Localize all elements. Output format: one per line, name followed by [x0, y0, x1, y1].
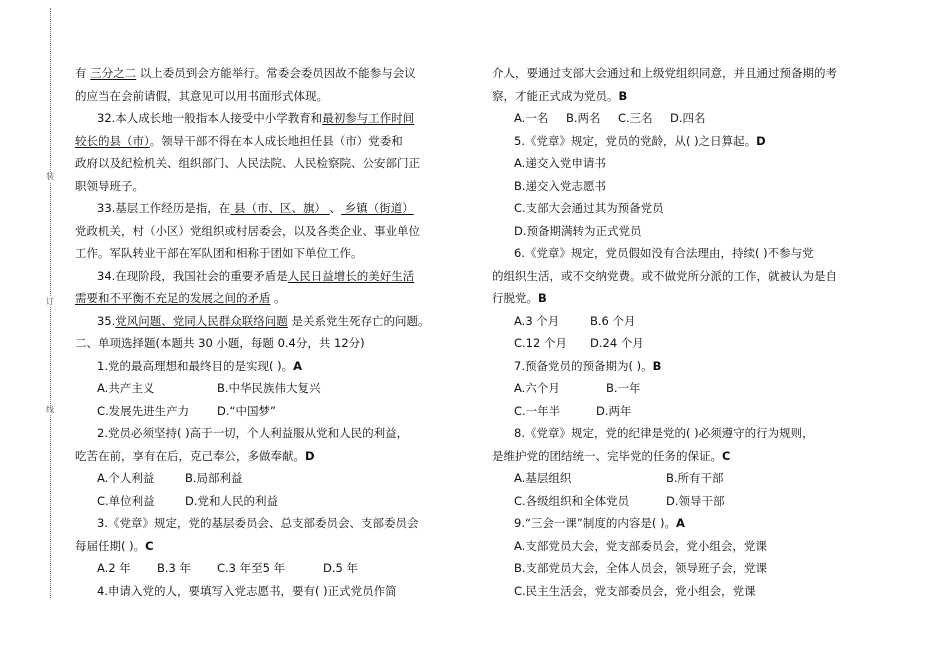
- answer-key: A: [676, 516, 685, 530]
- options: C.单位利益 D.党和人民的利益: [97, 493, 279, 508]
- fill-blank-34: 34.在现阶段，我国社会的重要矛盾是人民日益增长的美好生活: [97, 268, 415, 283]
- left-column: [75, 62, 467, 602]
- text-line: 政府以及纪检机关、组织部门、人民法院、人民检察院、公安部门正: [75, 156, 420, 170]
- options: A.一名 B.两名 C.三名 D.四名: [514, 111, 706, 125]
- text-line: 行脱党。B: [492, 291, 547, 305]
- answer-key: D: [756, 133, 766, 148]
- question-1: 1.党的最高理想和最终目的是实现( )。A: [97, 358, 303, 373]
- section-heading: 二、单项选择题(本题共 30 小题，每题 0.4分，共 12分): [75, 336, 365, 350]
- question-8: 8.《党章》规定，党的纪律是党的( )必须遵守的行为规则，: [514, 426, 814, 440]
- answer-key: C: [145, 538, 154, 553]
- text-line: 的应当在会前请假，其意见可以用书面形式体现。: [75, 88, 328, 103]
- fill-blank-35: 35.党风问题、党同人民群众联络问题 是关系党生死存亡的问题。: [97, 313, 430, 328]
- right-column: [492, 62, 887, 602]
- binding-mark: 装: [46, 172, 54, 181]
- question-2: 2.党员必须坚持( )高于一切，个人利益服从党和人民的利益，: [97, 426, 409, 440]
- question-9: 9.“三会一课”制度的内容是( )。A: [514, 516, 685, 530]
- option: A.支部党员大会，党支部委员会，党小组会，党课: [514, 538, 767, 553]
- text-line: 每届任期( )。C: [75, 538, 154, 553]
- answer-key: D: [305, 448, 315, 463]
- text-line: 工作。军队转业干部在军队团和相称于团如下单位工作。: [75, 246, 363, 260]
- text-line: 吃苦在前，享有在后，克己奉公，多做奉献。D: [75, 448, 315, 463]
- text-line: 需要和不平衡不充足的发展之间的矛盾 。: [75, 291, 286, 305]
- question-7: 7.预备党员的预备期为( )。B: [514, 358, 662, 373]
- option: D.预备期满转为正式党员: [514, 223, 642, 238]
- answer-key: B: [618, 88, 628, 103]
- fill-blank-33: 33.基层工作经历是指，在 县（市、区、旗） 、 乡镇（街道）: [97, 201, 414, 215]
- option: B.支部党员大会，全体人员会，领导班子会，党课: [514, 561, 768, 575]
- options: C.发展先进生产力 D.“中国梦”: [97, 403, 276, 418]
- question-3: 3.《党章》规定，党的基层委员会、总支部委员会、支部委员会: [97, 516, 419, 530]
- text-line: 的组织生活，或不交纳党费。或不做党所分派的工作，就被认为是自: [492, 268, 837, 283]
- answer-key: C: [722, 448, 731, 463]
- text-line: 较长的县（市）。领导干部不得在本人成长地担任县（市）党委和: [75, 133, 403, 148]
- option: C.民主生活会，党支部委员会，党小组会，党课: [514, 583, 756, 598]
- text-line: 党政机关，村（小区）党组织或村居委会，以及各类企业、事业单位: [75, 223, 420, 238]
- question-5: 5.《党章》规定，党员的党龄，从( )之日算起。D: [514, 133, 766, 148]
- options: A.个人利益 B.局部利益: [97, 471, 243, 485]
- text-line: 是维护党的团结统一、完毕党的任务的保证。C: [492, 448, 731, 463]
- binding-mark: 订: [46, 297, 54, 306]
- options: A.共产主义 B.中华民族伟大复兴: [97, 381, 321, 395]
- options: A.六个月 B.一年: [514, 381, 641, 395]
- text-line: 介人，要通过支部大会通过和上级党组织同意，并且通过预备期的考: [492, 66, 837, 80]
- binding-mark: 线: [46, 405, 54, 414]
- text-line: 职领导班子。: [75, 178, 144, 193]
- option: B.递交入党志愿书: [514, 178, 607, 193]
- option: A.递交入党申请书: [514, 156, 606, 170]
- fill-blank-32: 32.本人成长地一般指本人接受中小学教育和最初参与工作时间: [97, 111, 415, 125]
- options: C.12 个月 D.24 个月: [514, 336, 644, 350]
- question-6: 6.《党章》规定，党员假如没有合法理由，持续( )不参与党: [514, 246, 814, 260]
- options: A.基层组织 B.所有干部: [514, 471, 724, 485]
- answer-key: B: [652, 358, 662, 373]
- options: A.2 年 B.3 年 C.3 年至5 年 D.5 年: [97, 561, 358, 575]
- answer-key: A: [293, 358, 303, 373]
- text-line: 有 三分之二 以上委员到会方能举行。常委会委员因故不能参与会议: [75, 66, 416, 80]
- question-4: 4.申请入党的人，要填写入党志愿书，要有( )正式党员作简: [97, 583, 397, 598]
- text-line: 察，才能正式成为党员。B: [492, 88, 628, 103]
- options: C.一年半 D.两年: [514, 403, 632, 418]
- option: C.支部大会通过其为预备党员: [514, 201, 664, 215]
- options: A.3 个月 B.6 个月: [514, 313, 636, 328]
- options: C.各级组织和全体党员 D.领导干部: [514, 493, 725, 508]
- answer-key: B: [538, 291, 547, 305]
